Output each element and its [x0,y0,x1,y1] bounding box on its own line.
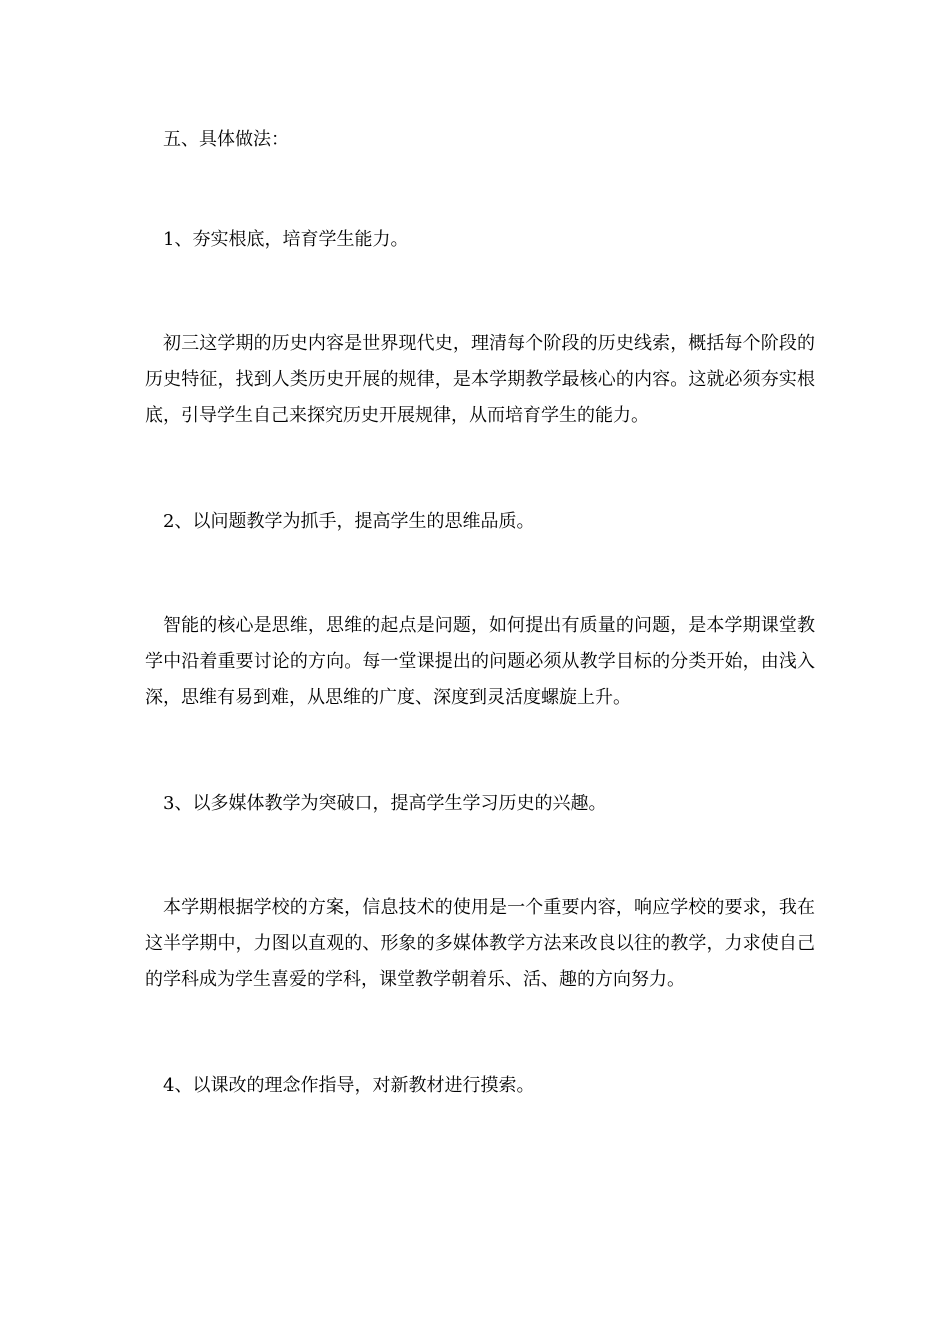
item-1-body: 初三这学期的历史内容是世界现代史，理清每个阶段的历史线索，概括每个阶段的历史特征，找到人类历史开展的规律，是本学期教学最核心的内容。这就必须夯实根底，引导学生自己来探究历史开展规律，从而培育学生的能力。 [145,333,815,426]
item-3-body: 本学期根据学校的方案，信息技术的使用是一个重要内容，响应学校的要求，我在这半学期中，力图以直观的、形象的多媒体教学方法来改良以往的教学，力求使自己的学科成为学生喜爱的学科，课堂教学朝着乐、活、趣的方向努力。 [145,897,815,990]
item-2-heading: 2、以问题教学为抓手，提高学生的思维品质。 [163,511,535,532]
item-4-heading: 4、以课改的理念作指导，对新教材进行摸索。 [163,1075,535,1096]
item-1-heading: 1、夯实根底，培育学生能力。 [163,229,409,250]
item-2-body: 智能的核心是思维，思维的起点是问题，如何提出有质量的问题，是本学期课堂教学中沿着重要讨论的方向。每一堂课提出的问题必须从教学目标的分类开始，由浅入深，思维有易到难，从思维的广度、深度到灵活度螺旋上升。 [145,615,815,708]
section-title: 五、具体做法： [163,129,289,150]
item-3-heading: 3、以多媒体教学为突破口，提高学生学习历史的兴趣。 [163,793,607,814]
